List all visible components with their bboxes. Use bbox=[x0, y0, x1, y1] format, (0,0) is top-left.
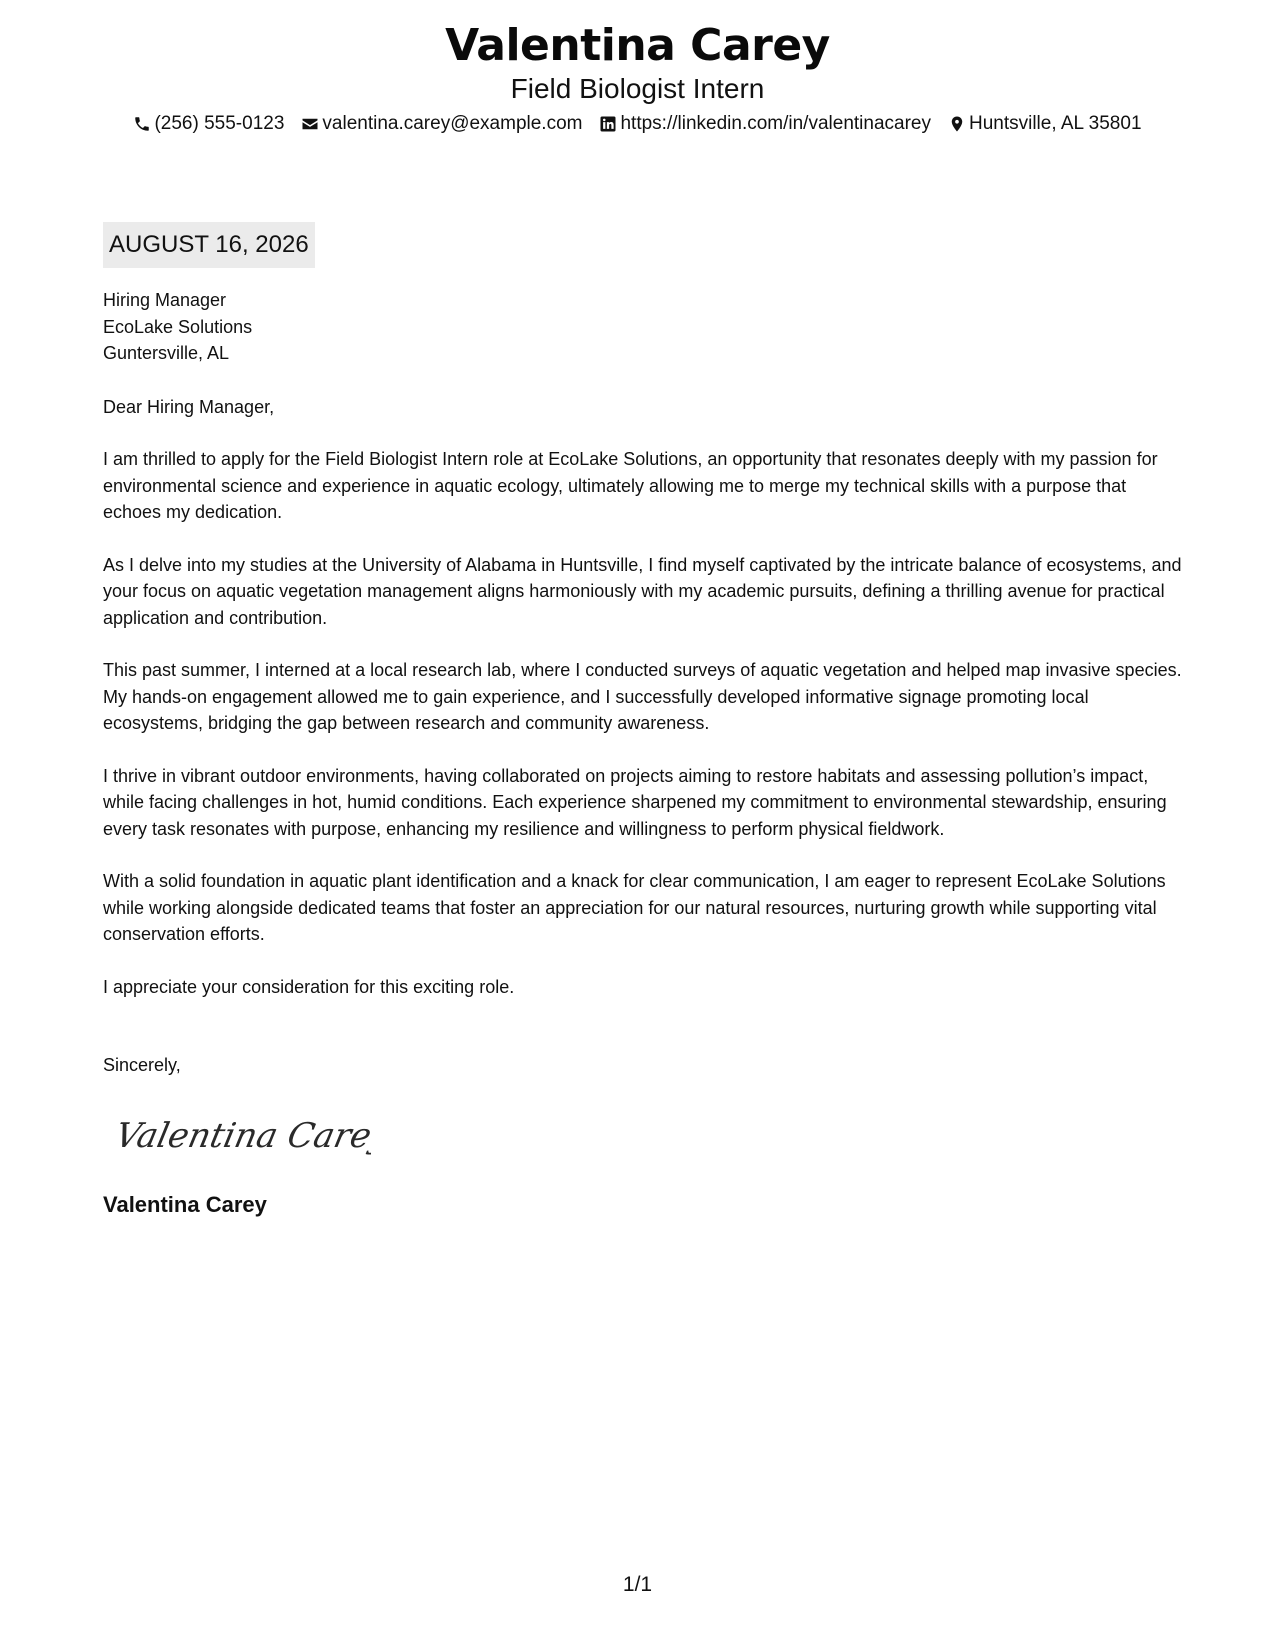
contact-email[interactable] bbox=[301, 112, 582, 136]
body-paragraph: As I delve into my studies at the University of Alabama in Huntsville, I find myself captivated by the intricate balance of ecosystems, and your focus on aquatic vegetation management aligns harmoniously with my academic pursuits, defining a thrilling avenue for practical application and contribution. bbox=[103, 554, 1182, 628]
location-text: Huntsville, AL 35801 bbox=[968, 113, 1142, 134]
contact-phone bbox=[133, 112, 284, 136]
sender-name: Valentina Carey bbox=[445, 20, 830, 71]
letter-body bbox=[103, 287, 1183, 1219]
letter-header bbox=[0, 18, 1275, 136]
recipient-location: Guntersville, AL bbox=[103, 343, 230, 363]
phone-text: (256) 555-0123 bbox=[154, 113, 285, 134]
phone-icon bbox=[133, 115, 151, 133]
contact-bar bbox=[0, 112, 1275, 136]
recipient-block bbox=[103, 287, 1183, 367]
envelope-icon bbox=[301, 115, 319, 133]
signature-text: Valentina Carey bbox=[111, 1115, 371, 1156]
recipient-title: Hiring Manager bbox=[103, 290, 227, 310]
body-paragraph: I am thrilled to apply for the Field Biologist Intern role at EcoLake Solutions, an opportunity that resonates deeply with my passion for environmental science and experience in aquatic ecology, ultimately allowing me to merge my technical skills with a purpose that echoes my dedication. bbox=[103, 449, 1158, 522]
salutation: Dear Hiring Manager, bbox=[103, 396, 275, 417]
recipient-company: EcoLake Solutions bbox=[103, 316, 253, 337]
linkedin-icon bbox=[599, 115, 617, 133]
signed-name: Valentina Carey bbox=[103, 1191, 267, 1217]
handwritten-signature bbox=[111, 1103, 371, 1163]
body-paragraph: I appreciate your consideration for this exciting role. bbox=[103, 976, 515, 997]
body-paragraph: With a solid foundation in aquatic plant identification and a knack for clear communication, I am eager to represent EcoLake Solutions while working alongside dedicated teams that foster an appreciation for our natural resources, nurturing growth while supporting vital conservation efforts. bbox=[103, 871, 1166, 944]
letter-date: AUGUST 16, 2026 bbox=[103, 222, 315, 268]
email-text[interactable]: valentina.carey@example.com bbox=[322, 113, 583, 134]
body-paragraph: This past summer, I interned at a local research lab, where I conducted surveys of aquatic vegetation and helped map invasive species. My hands-on engagement allowed me to gain experience, and I successfully developed informative signage promoting local ecosystems, bridging the gap between research and community awareness. bbox=[103, 660, 1182, 733]
linkedin-text[interactable]: https://linkedin.com/in/valentinacarey bbox=[620, 113, 931, 134]
closing: Sincerely, bbox=[103, 1055, 181, 1075]
contact-location bbox=[948, 112, 1142, 136]
body-paragraph: I thrive in vibrant outdoor environments, having collaborated on projects aiming to restore habitats and assessing pollution’s impact, while facing challenges in hot, humid conditions. Each experience sharpened my commitment to environmental stewardship, ensuring every task resonates with purpose, enhancing my resilience and willingness to perform physical fieldwork. bbox=[103, 765, 1167, 839]
sender-role: Field Biologist Intern bbox=[510, 73, 765, 104]
page-number: 1/1 bbox=[622, 1573, 653, 1596]
map-pin-icon bbox=[948, 115, 966, 133]
contact-linkedin[interactable] bbox=[599, 112, 931, 136]
